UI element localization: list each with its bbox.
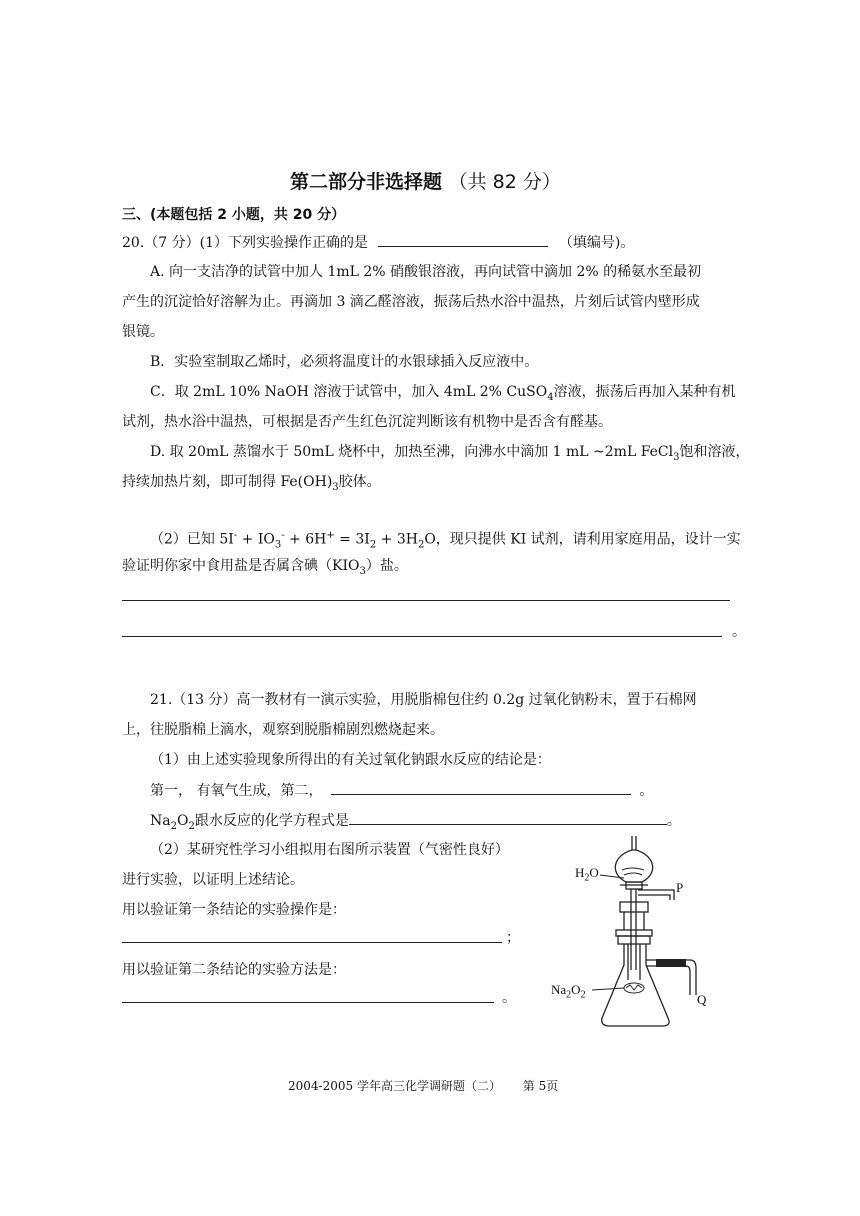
title-score: （共 82 分） — [448, 171, 561, 193]
q20-option-d-sub: 3 — [673, 451, 680, 463]
label-na: Na — [551, 982, 567, 997]
q21-eq-sub2: 2 — [188, 820, 195, 832]
label-h2o-sub: 2 — [584, 872, 590, 884]
q20-answer-line-2[interactable] — [122, 636, 722, 637]
q20-option-a-line1: A. 向一支洁净的试管中加人 1mL 2% 硝酸银溶液，再向试管中滴加 2% 的稀氨水至最初 — [150, 264, 702, 280]
q20-option-c-text1: C．取 2mL 10% NaOH 溶液于试管中，加入 4mL 2% CuSO — [150, 384, 548, 400]
footer-text: 2004-2005 学年高三化学调研题（二） — [288, 1079, 501, 1093]
q21-intro-line1: 21.（13 分）高一教材有一演示实验，用脱脂棉包住约 0.2g 过氧化钠粉末，置于石棉网 — [150, 692, 697, 708]
q20-option-c-text2: 溶液，振荡后再加入某种有机 — [553, 384, 736, 400]
q20-option-c-sub: 4 — [547, 391, 554, 403]
q20-p2-text-a: （2）已知 5I — [150, 531, 234, 548]
label-h2o-o: O — [589, 865, 599, 880]
q20-p2-text-e: + 3H — [376, 531, 418, 548]
q20-stem-text: 20.（7 分）(1）下列实验操作正确的是 — [122, 235, 368, 251]
q20-answer-line-1[interactable] — [122, 600, 730, 601]
q21-verify2-end: 。 — [502, 990, 516, 1006]
q20-p2-sup3: + — [326, 530, 335, 541]
q21-equation-blank[interactable] — [349, 810, 667, 825]
q20-answer-blank[interactable] — [378, 232, 548, 247]
page-footer — [288, 1077, 558, 1094]
q20-option-d-line2 — [122, 472, 381, 498]
label-na-sub2: 2 — [580, 989, 586, 1001]
q20-end-mark: 。 — [732, 624, 746, 640]
q20-option-d-sub2: 3 — [332, 481, 339, 493]
q21-verify1-label: 用以验证第一条结论的实验操作是： — [122, 902, 346, 918]
q20-p2-sub2: 2 — [369, 539, 377, 551]
q20-p2-text-f: O，现只提供 KI 试剂，请利用家庭用品，设计一实 — [424, 531, 741, 548]
q20-option-c-line2: 试剂，热水浴中温热，可根据是否产生红色沉淀判断该有机物中是否含有醛基。 — [122, 414, 612, 430]
q20-option-b: B．实验室制取乙烯时，必须将温度计的水银球插入反应液中。 — [150, 354, 539, 370]
q21-first-end: 。 — [639, 783, 654, 799]
q20-option-d-text1: D. 取 20mL 蒸馏水于 50mL 烧杯中，加热至沸，向沸水中滴加 1 mL ~2mL FeCl — [150, 444, 674, 460]
q21-eq-end: 。 — [666, 813, 681, 829]
q21-eq-text: 跟水反应的化学方程式是 — [194, 813, 349, 829]
label-h2o-h: H — [575, 865, 585, 880]
q20-p2-sub1: 3 — [274, 539, 282, 551]
q20-p2-l2-text-a: 验证明你家中食用盐是否属含碘（KIO — [122, 558, 360, 574]
q21-part2-line1: （2）某研究性学习小组拟用右图所示装置（气密性良好） — [150, 842, 509, 858]
title-main: 第二部分非选择题 — [290, 171, 443, 193]
page-title — [290, 167, 561, 194]
q20-stem — [122, 232, 634, 253]
label-na2o2 — [551, 982, 586, 1001]
q21-verify1-line[interactable] — [122, 942, 502, 943]
q21-eq-na: Na — [150, 813, 171, 829]
q20-stem-tail: （填编号)。 — [558, 235, 635, 251]
footer-page-number: 第 5页 — [522, 1079, 559, 1093]
q20-part2-line1 — [150, 526, 741, 555]
label-p: P — [676, 880, 684, 895]
q21-eq-sub1: 2 — [170, 820, 177, 832]
q20-p2-text-d: = 3I — [334, 531, 370, 548]
q21-verify2-line[interactable] — [122, 1002, 494, 1003]
q20-option-d-text3: 持续加热片刻，即可制得 Fe(OH) — [122, 474, 333, 490]
q21-eq-o: O — [176, 813, 189, 829]
section-heading: 三、(本题包括 2 小题，共 20 分） — [122, 207, 346, 223]
q20-option-c-line1 — [150, 382, 736, 408]
label-na-sub1: 2 — [566, 989, 572, 1001]
q21-first-text: 第一， 有氧气生成，第二， — [150, 783, 323, 799]
q20-option-a-line2: 产生的沉淀恰好溶解为止。再滴加 3 滴乙醛溶液，振荡后热水浴中温热，片刻后试管内壁形成 — [122, 294, 700, 310]
q20-p2-text-b: + IO — [237, 531, 275, 548]
q20-option-a-line3: 银镜。 — [122, 324, 164, 340]
q21-first-conclusion — [150, 780, 653, 801]
q21-verify2-label: 用以验证第二条结论的实验方法是： — [122, 962, 346, 978]
q20-p2-sup1: - — [233, 530, 238, 541]
label-q: Q — [697, 992, 707, 1007]
q21-intro-line2: 上，往脱脂棉上滴水，观察到脱脂棉剧烈燃烧起来。 — [122, 722, 444, 738]
label-na-o: O — [571, 982, 581, 997]
q21-part2-line2: 进行实验，以证明上述结论。 — [122, 872, 304, 888]
label-h2o — [575, 865, 599, 884]
q20-p2-text-c: + 6H — [284, 531, 327, 548]
q20-option-d-line1 — [150, 442, 750, 468]
q20-option-d-text4: 胶体。 — [338, 474, 381, 490]
q20-option-d-text2: 饱和溶液， — [679, 444, 750, 460]
q20-p2-sub3: 2 — [417, 539, 425, 551]
q21-second-blank[interactable] — [331, 780, 631, 795]
q21-verify1-end: ； — [506, 930, 520, 946]
q20-p2-sup2: - — [281, 530, 285, 541]
q20-p2-l2-text-b: ）盐。 — [365, 558, 408, 574]
q21-part1: （1）由上述实验现象所得出的有关过氧化钠跟水反应的结论是： — [150, 752, 551, 768]
q20-part2-line2 — [122, 556, 408, 582]
q20-p2-l2-sub: 3 — [359, 565, 366, 577]
